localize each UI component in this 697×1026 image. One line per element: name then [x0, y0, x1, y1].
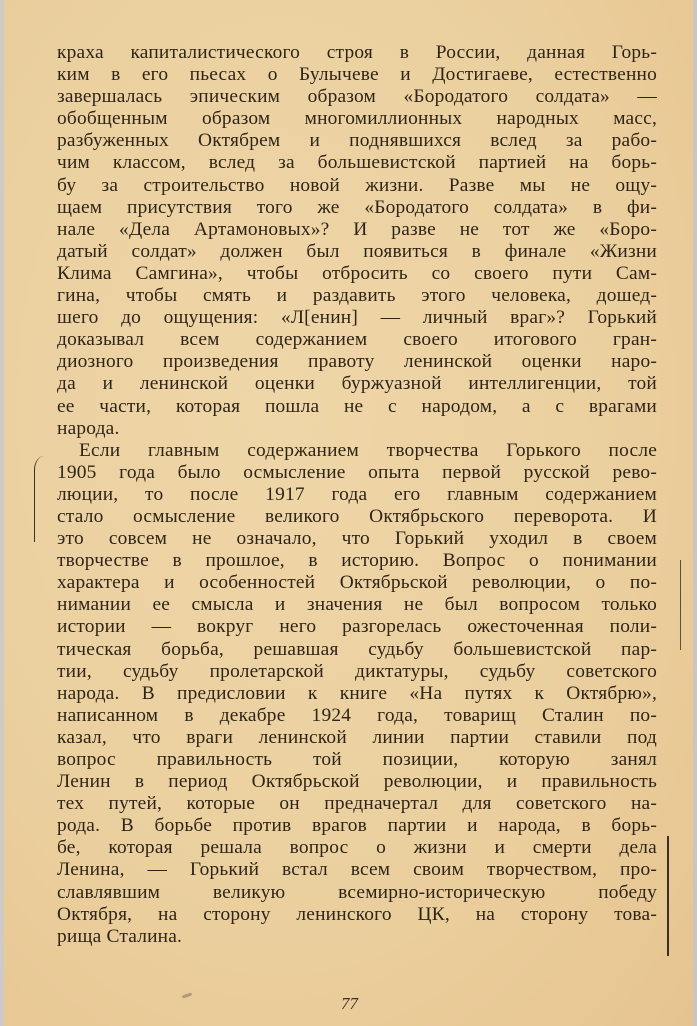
text-line: нале «Дела Артамоновых»? И разве не тот же «Боро-	[57, 218, 657, 240]
text-line: доказывал всем содержанием своего итогового гран-	[57, 329, 657, 351]
paragraph	[57, 42, 657, 440]
text-line: стало осмысление великого Октябрьского переворота. И	[57, 505, 657, 527]
text-line: ким в его пьесах о Булычеве и Достигаеве, естественно	[57, 64, 657, 86]
text-line: диозного произведения правоту ленинской оценки наро-	[57, 351, 657, 373]
text-line: бу за строительство новой жизни. Разве мы не ощу-	[57, 174, 657, 196]
text-line: шего до ощущения: «Л[енин] — личный враг»? Горький	[57, 307, 657, 329]
text-line: чим классом, вслед за большевистской партией на борь-	[57, 152, 657, 174]
text-line: вопрос правильность той позиции, которую занял	[57, 749, 657, 770]
text-line: люции, то после 1917 года его главным содержанием	[57, 483, 657, 505]
text-line: истории — вокруг него разгорелась ожесточенная поли-	[57, 616, 657, 638]
text-line: датый солдат» должен был появиться в финале «Жизни	[57, 240, 657, 262]
text-line: народа.	[57, 417, 120, 439]
text-line: ее части, которая пошла не с народом, а с врагами	[57, 395, 657, 417]
text-line: рода. В борьбе против врагов партии и народа, в борь-	[57, 815, 657, 837]
page-number: 77	[341, 994, 358, 1013]
text-line: бе, которая решала вопрос о жизни и смерти дела	[57, 837, 657, 859]
text-line: творчестве в прошлое, в историю. Вопрос о понимании	[57, 550, 657, 572]
text-line: казал, что враги ленинской линии партии ставили под	[57, 726, 657, 748]
text-line: рища Сталина.	[57, 925, 183, 947]
text-line: характера и особенностей Октябрьской революции, о по-	[57, 572, 657, 594]
text-line: тическая борьба, решавшая судьбу большевистской пар-	[57, 638, 657, 660]
text-line: Клима Самгина», чтобы отбросить со своего пути Сам-	[57, 262, 657, 284]
text-line: нимании ее смысла и значения не был вопросом только	[57, 594, 657, 616]
text-line: тех путей, которые он предначертал для советского на-	[57, 793, 657, 815]
paragraph	[57, 440, 657, 948]
text-line: краха капиталистического строя в России, данная Горь-	[57, 42, 657, 63]
text-line: Октября, на сторону ленинского ЦК, на сторону това-	[57, 903, 657, 925]
margin-line-mark	[680, 560, 681, 650]
margin-line-mark	[667, 836, 669, 956]
text-line: 1905 года было осмысление опыта первой русской рево-	[57, 461, 657, 483]
scan-edge-right	[693, 0, 697, 1026]
text-line: написанном в декабре 1924 года, товарищ Сталин по-	[57, 704, 657, 726]
text-line: Если главным содержанием творчества Горького после	[79, 439, 657, 461]
text-line: славлявшим великую всемирно-историческую победу	[57, 881, 657, 903]
margin-bracket-mark	[34, 456, 45, 542]
text-line: тии, судьбу пролетарской диктатуры, судьбу советского	[57, 660, 657, 682]
text-line: обобщенным образом многомиллионных народных масс,	[57, 108, 657, 130]
text-line: завершалась эпическим образом «Бородатого солдата» —	[57, 86, 657, 108]
text-line: Ленина, — Горький встал всем своим творчеством, про-	[57, 859, 657, 881]
text-line: разбуженных Октябрем и поднявшихся вслед за рабо-	[57, 130, 657, 152]
text-line: народа. В предисловии к книге «На путях к Октябрю»,	[57, 682, 657, 704]
text-line: да и ленинской оценки буржуазной интеллигенции, той	[57, 373, 657, 395]
text-line: гина, чтобы смять и раздавить этого человека, дошед-	[57, 285, 657, 307]
text-line: Ленин в период Октябрьской революции, и правильность	[57, 771, 657, 793]
text-line: это совсем не означало, что Горький уходил в своем	[57, 528, 657, 550]
text-line: щаем присутствия того же «Бородатого солдата» в фи-	[57, 196, 657, 218]
body-text	[57, 42, 657, 948]
